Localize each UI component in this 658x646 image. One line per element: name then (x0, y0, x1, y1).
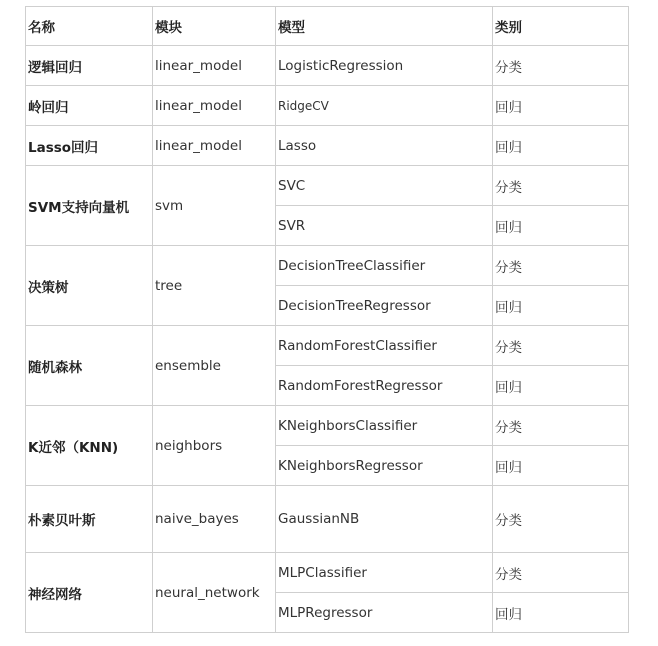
table-row (26, 166, 629, 206)
model-name: LogisticRegression (276, 46, 493, 86)
model-name: RidgeCV (276, 86, 493, 126)
category-label: 回归 (493, 206, 629, 246)
header-category: 类别 (493, 7, 629, 46)
table-row (26, 326, 629, 366)
table-row (26, 406, 629, 446)
model-name: GaussianNB (276, 486, 493, 553)
header-module: 模块 (153, 7, 276, 46)
table-row (26, 86, 629, 126)
model-name: DecisionTreeRegressor (276, 286, 493, 326)
module-name: linear_model (153, 46, 276, 86)
category-label: 回归 (493, 286, 629, 326)
table-row (26, 126, 629, 166)
algorithm-name: 逻辑回归 (26, 46, 153, 86)
category-label: 回归 (493, 593, 629, 633)
algorithm-name: 神经网络 (26, 553, 153, 633)
algorithm-name: K近邻（KNN) (26, 406, 153, 486)
category-label: 分类 (493, 166, 629, 206)
table-row (26, 553, 629, 593)
model-name: RandomForestClassifier (276, 326, 493, 366)
model-name: RandomForestRegressor (276, 366, 493, 406)
header-model: 模型 (276, 7, 493, 46)
module-name: linear_model (153, 126, 276, 166)
module-name: svm (153, 166, 276, 246)
category-label: 分类 (493, 326, 629, 366)
module-name: neural_network (153, 553, 276, 633)
algorithm-name: 决策树 (26, 246, 153, 326)
category-label: 回归 (493, 86, 629, 126)
model-name: MLPClassifier (276, 553, 493, 593)
algorithm-table (25, 6, 629, 633)
table-row (26, 246, 629, 286)
category-label: 回归 (493, 126, 629, 166)
table-header-row (26, 7, 629, 46)
category-label: 分类 (493, 406, 629, 446)
category-label: 分类 (493, 553, 629, 593)
algorithm-name: SVM支持向量机 (26, 166, 153, 246)
category-label: 回归 (493, 366, 629, 406)
model-name: SVC (276, 166, 493, 206)
category-label: 回归 (493, 446, 629, 486)
module-name: neighbors (153, 406, 276, 486)
module-name: linear_model (153, 86, 276, 126)
model-name: SVR (276, 206, 493, 246)
model-name: DecisionTreeClassifier (276, 246, 493, 286)
model-name: MLPRegressor (276, 593, 493, 633)
model-name: KNeighborsClassifier (276, 406, 493, 446)
category-label: 分类 (493, 246, 629, 286)
algorithm-name: 岭回归 (26, 86, 153, 126)
module-name: naive_bayes (153, 486, 276, 553)
algorithm-name: Lasso回归 (26, 126, 153, 166)
category-label: 分类 (493, 46, 629, 86)
module-name: ensemble (153, 326, 276, 406)
algorithm-name: 朴素贝叶斯 (26, 486, 153, 553)
category-label: 分类 (493, 486, 629, 553)
module-name: tree (153, 246, 276, 326)
header-name: 名称 (26, 7, 153, 46)
table-row (26, 486, 629, 553)
model-name: KNeighborsRegressor (276, 446, 493, 486)
algorithm-name: 随机森林 (26, 326, 153, 406)
table-row (26, 46, 629, 86)
model-name: Lasso (276, 126, 493, 166)
